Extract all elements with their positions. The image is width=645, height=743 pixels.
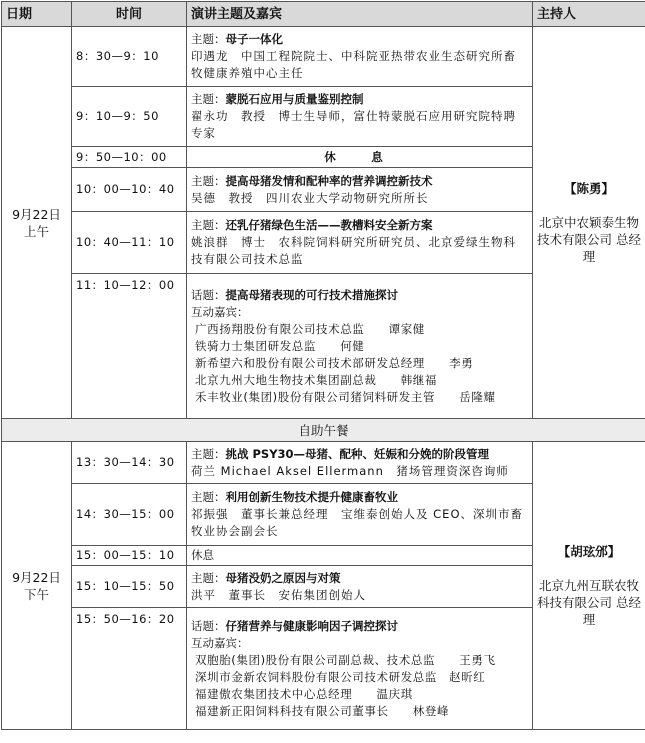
guest-item: 新希望六和股份有限公司技术部研发总经理 李勇 bbox=[191, 355, 528, 372]
speaker-info: 荷兰 Michael Aksel Ellermann 猪场管理资深咨询师 bbox=[191, 464, 509, 478]
guest-label: 互动嘉宾： bbox=[191, 636, 249, 650]
guest-label: 互动嘉宾： bbox=[191, 305, 249, 319]
guest-item: 铁骑力士集团研发总监 何健 bbox=[191, 338, 528, 355]
morning-host bbox=[533, 27, 645, 419]
session-time: 10：00—10：40 bbox=[72, 168, 187, 212]
topic-label: 主题： bbox=[191, 447, 226, 461]
session-topic bbox=[187, 484, 533, 546]
speaker-info: 祁振强 董事长兼总经理 宝维泰创始人及 CEO、深圳市畜牧业协会副会长 bbox=[191, 507, 523, 538]
session-time: 15：10—15：50 bbox=[72, 566, 187, 608]
panel-topic bbox=[187, 274, 533, 419]
host-org: 北京九州互联农牧科技有限公司 总经理 bbox=[537, 578, 641, 627]
host-org: 北京中农颖泰生物技术有限公司 总经理 bbox=[537, 215, 641, 264]
host-name: 【陈勇】 bbox=[564, 181, 614, 196]
speaker-info: 印遇龙 中国工程院院士、中科院亚热带农业生态研究所畜牧健康养殖中心主任 bbox=[191, 49, 516, 80]
speaker-info: 洪平 董事长 安佑集团创始人 bbox=[191, 588, 366, 602]
break-label: 休 息 bbox=[187, 147, 533, 168]
topic-label: 主题： bbox=[191, 32, 226, 46]
speaker-info: 姚浪群 博士 农科院饲料研究所研究员、北京爱绿生物科技有限公司技术总监 bbox=[191, 235, 516, 266]
header-host: 主持人 bbox=[533, 2, 645, 27]
header-topic: 演讲主题及嘉宾 bbox=[187, 2, 533, 27]
topic-label: 主题： bbox=[191, 218, 226, 232]
header-date: 日期 bbox=[2, 2, 72, 27]
session-topic bbox=[187, 566, 533, 608]
topic-label: 话题： bbox=[191, 619, 226, 633]
topic-title: 挑战 PSY30—母猪、配种、妊娠和分娩的阶段管理 bbox=[226, 447, 490, 461]
session-topic bbox=[187, 27, 533, 87]
topic-label: 主题： bbox=[191, 490, 226, 504]
session-time: 11：10—12：00 bbox=[72, 274, 187, 419]
panel-topic bbox=[187, 608, 533, 730]
session-time: 14：30—15：00 bbox=[72, 484, 187, 546]
guest-item: 广西扬翔股份有限公司技术总监 谭家健 bbox=[191, 321, 528, 338]
topic-label: 主题： bbox=[191, 92, 226, 106]
session-time: 15：50—16：20 bbox=[72, 608, 187, 730]
speaker-info: 吴德 教授 四川农业大学动物研究所所长 bbox=[191, 191, 429, 205]
afternoon-host bbox=[533, 442, 645, 730]
lunch-label: 自助午餐 bbox=[2, 419, 645, 442]
guest-item: 福建傲农集团技术中心总经理 温庆琪 bbox=[191, 686, 528, 703]
topic-label: 话题： bbox=[191, 288, 226, 302]
topic-label: 主题： bbox=[191, 571, 226, 585]
session-time: 9：10—9：50 bbox=[72, 87, 187, 147]
host-name: 【胡玹邠】 bbox=[558, 544, 621, 559]
topic-title: 还乳仔猪绿色生活——教槽料安全新方案 bbox=[226, 218, 433, 232]
session-time: 9：50—10：00 bbox=[72, 147, 187, 168]
break-label: 休息 bbox=[187, 546, 533, 566]
afternoon-date: 9月22日 下午 bbox=[2, 442, 72, 730]
topic-label: 主题： bbox=[191, 174, 226, 188]
session-time: 10：40—11：10 bbox=[72, 212, 187, 274]
topic-title: 仔猪营养与健康影响因子调控探讨 bbox=[226, 619, 399, 633]
topic-title: 利用创新生物技术提升健康畜牧业 bbox=[226, 490, 399, 504]
schedule-table bbox=[1, 1, 645, 730]
speaker-info: 翟永功 教授 博士生导师，富仕特蒙脱石应用研究院特聘专家 bbox=[191, 109, 516, 140]
morning-date: 9月22日 上午 bbox=[2, 27, 72, 419]
guest-item: 深圳市金新农饲料股份有限公司技术研发总监 赵昕红 bbox=[191, 669, 528, 686]
session-time: 15：00—15：10 bbox=[72, 546, 187, 566]
guest-item: 福建新正阳饲料科技有限公司董事长 林登峰 bbox=[191, 703, 528, 720]
session-topic bbox=[187, 168, 533, 212]
header-time: 时间 bbox=[72, 2, 187, 27]
session-topic bbox=[187, 212, 533, 274]
topic-title: 蒙脱石应用与质量鉴别控制 bbox=[226, 92, 364, 106]
session-topic bbox=[187, 442, 533, 484]
guest-item: 北京九州大地生物技术集团副总裁 韩继福 bbox=[191, 372, 528, 389]
session-topic bbox=[187, 87, 533, 147]
session-time: 8：30—9：10 bbox=[72, 27, 187, 87]
topic-title: 提高母猪发情和配种率的营养调控新技术 bbox=[226, 174, 433, 188]
header-row bbox=[2, 2, 645, 27]
session-row bbox=[2, 442, 645, 484]
lunch-row bbox=[2, 419, 645, 442]
topic-title: 提高母猪表现的可行技术措施探讨 bbox=[226, 288, 399, 302]
guest-item: 双胞胎(集团)股份有限公司副总裁、技术总监 王勇飞 bbox=[191, 652, 528, 669]
session-row bbox=[2, 27, 645, 87]
topic-title: 母子一体化 bbox=[226, 32, 284, 46]
topic-title: 母猪没奶之原因与对策 bbox=[226, 571, 341, 585]
guest-item: 禾丰牧业(集团)股份有限公司猪饲料研发主管 岳隆耀 bbox=[191, 389, 528, 406]
session-time: 13：30—14：30 bbox=[72, 442, 187, 484]
